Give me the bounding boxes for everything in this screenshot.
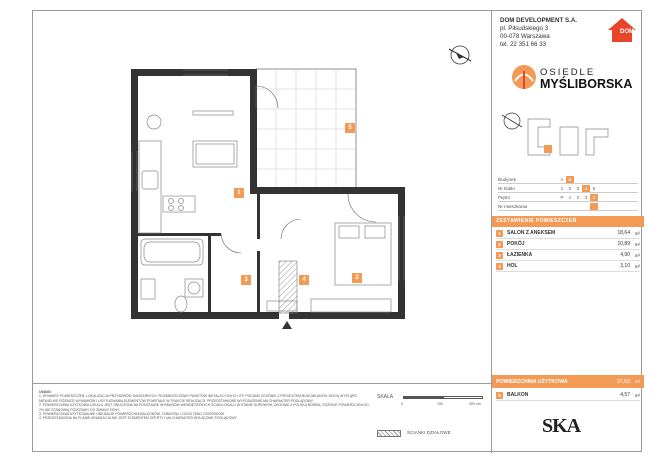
floor-row: Piętro P 1 2 3 4 — [498, 193, 638, 202]
kitchen — [139, 141, 195, 233]
location-table — [498, 175, 638, 211]
scale-tick: 0 — [401, 402, 403, 406]
estate-emblem-icon — [510, 63, 538, 93]
company-block — [500, 17, 577, 49]
site-key-map — [498, 107, 638, 167]
room-row: 4 HOL 3,10 m² — [496, 261, 640, 272]
bathroom — [141, 239, 203, 312]
company-city: 00-078 Warszawa — [500, 33, 550, 40]
scale-tick: 200 cm — [469, 402, 481, 406]
scale-bar — [403, 396, 483, 399]
notes-area — [33, 383, 491, 453]
dom-logo-text: DOM — [620, 29, 634, 35]
estate-logo — [510, 63, 633, 103]
staircase-row: Nr klatki 1 2 3 4 5 — [498, 184, 638, 193]
company-street: pl. Piłsudskiego 3 — [500, 25, 549, 32]
room-row: 3 ŁAZIENKA 4,90 m² — [496, 250, 640, 261]
estate-prefix: OSIEDLE — [540, 67, 596, 78]
estate-name: MYŚLIBORSKA — [540, 77, 633, 91]
plan-label-2: 2 — [352, 273, 362, 283]
floor-plan-drawing — [33, 11, 491, 383]
plan-label-5: 5 — [345, 123, 355, 133]
partition-wall-legend-swatch — [377, 430, 401, 437]
scale-tick: 100 — [437, 402, 443, 406]
scale-label: SKALA — [377, 394, 394, 400]
company-name: DOM DEVELOPMENT S.A. — [500, 17, 578, 24]
info-panel — [491, 11, 643, 453]
balcony-row: 5 BALKON 4,57 m² — [496, 390, 640, 401]
north-arrow — [449, 46, 471, 64]
partition-wall-legend-label: ŚCIANKI DZIAŁOWE — [407, 430, 451, 435]
floor-plan-sheet — [32, 10, 642, 452]
plan-label-3: 3 — [241, 275, 251, 285]
living-furniture — [147, 111, 237, 167]
company-phone: tel. 22 351 66 33 — [500, 41, 547, 48]
building-row: Budynek A B — [498, 175, 638, 184]
usable-area-total: POWIERZCHNIA UŻYTKOWA 37,53 m² — [492, 375, 644, 388]
room-row: 2 POKÓJ 10,89 m² — [496, 239, 640, 250]
plan-label-1: 1 — [234, 188, 244, 198]
notes-text: UWAGI: 1. WYMIARY POMIESZCZEŃ, LOKALIZACJA PRZYBORÓW SANITARNYCH, ROZMIESZCZENIE PUNKTÓW INSTALACYJNYCH ITP. PODANO ZGODNIE Z PROJEKTEM BUDOWLANYM. MOGĄ WYSTĄPIĆ NIEWIELKIE RÓŻNICE WYMIARÓW I USYTUOWANIA ELEMENTÓW POWSTAŁE W TRAKCIE REALIZACJI. PRZEDSTAWIONE WYPOSAŻENIE MA CHARAKTER POGLĄDOWY. 2. POWIERZCHNIA UŻYTKOWA LOKALU JEST OBLICZONA NA PODSTAWIE WYMIARÓW WEWNĘTRZNYCH ŚCIAN LOKALU W STANIE SUROWYM, ZGODNIE Z POLSKĄ NORMĄ. RÓŻNICE POWIERZCHNI DO 2% NIE STANOWIĄ PODSTAWY DO ZMIANY CENY. 3. POWIERZCHNIA UŻYTKOWA NIE OBEJMUJE POWIERZCHNI BALKONÓW, TARASÓW, LOGGII ORAZ OGRÓDKÓW. 4. PRZEDSTAWIONA NA PLANIE ARANŻACJA NIE JEST ELEMENTEM OFERTY I MA CHARAKTER WYŁĄCZNIE POGLĄDOWY. — [39, 390, 369, 421]
apartment-number-row: Nr mieszkania — [498, 202, 638, 211]
plan-label-4: 4 — [299, 275, 309, 285]
ska-logo: SKA — [542, 415, 581, 437]
entry-arrow — [282, 321, 292, 329]
rooms-summary-title: ZESTAWIENIE POMIESZCZEŃ — [492, 216, 644, 227]
room-row: 1 SALON Z ANEKSEM 18,64 m² — [496, 228, 640, 239]
plan-area — [33, 11, 491, 383]
